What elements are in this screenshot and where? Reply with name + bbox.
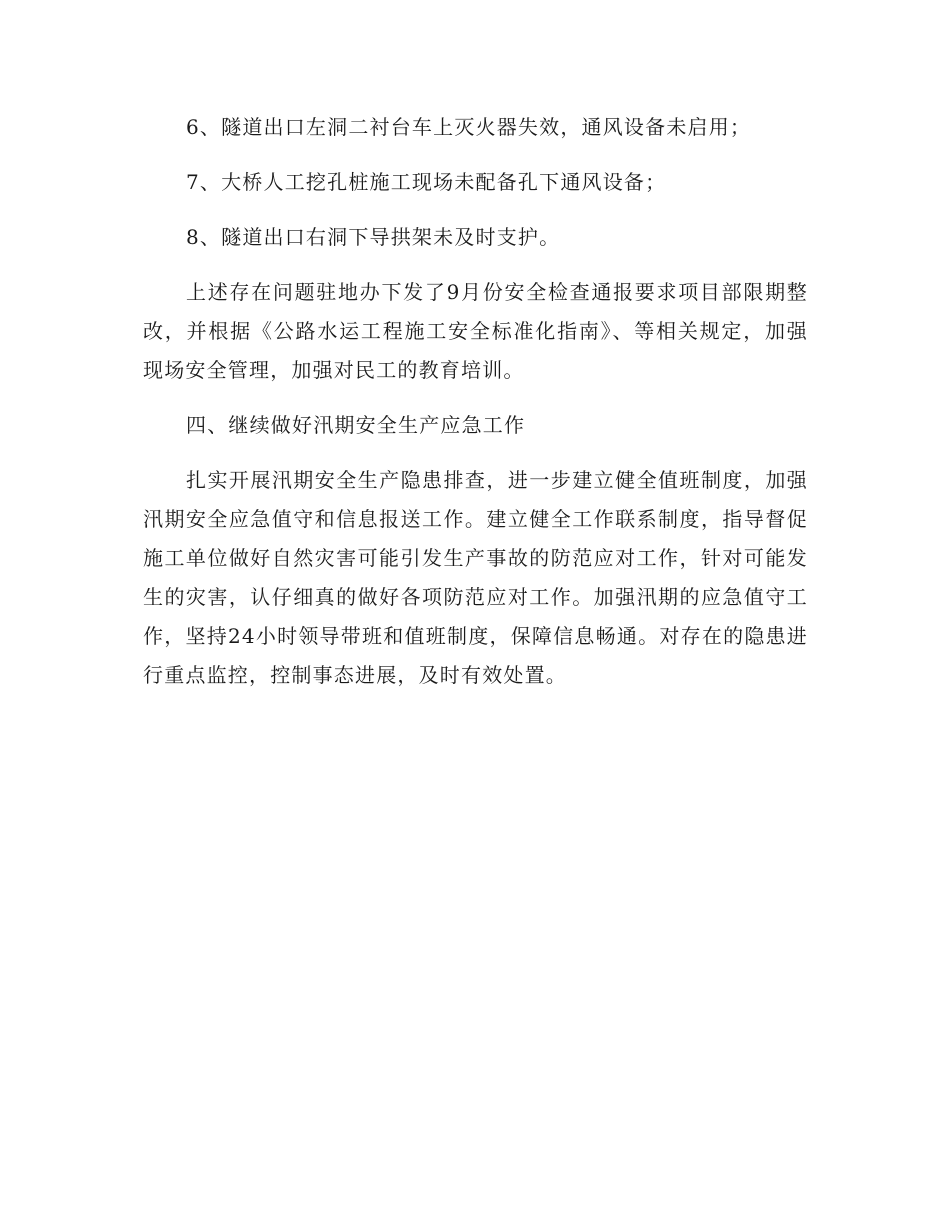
list-item-8: 8、隧道出口右洞下导拱架未及时支护。 xyxy=(186,225,561,249)
document-body xyxy=(143,108,808,711)
list-item-6: 6、隧道出口左洞二衬台车上灭火器失效，通风设备未启用； xyxy=(186,115,752,139)
section-heading-4: 四、继续做好汛期安全生产应急工作 xyxy=(186,413,526,437)
summary-paragraph: 上述存在问题驻地办下发了9月份安全检查通报要求项目部限期整改，并根据《公路水运工程施工安全标准化指南》、等相关规定，加强现场安全管理，加强对民工的教育培训。 xyxy=(143,280,808,382)
section-4-paragraph: 扎实开展汛期安全生产隐患排查，进一步建立健全值班制度，加强汛期安全应急值守和信息报送工作。建立健全工作联系制度，指导督促施工单位做好自然灾害可能引发生产事故的防范应对工作，针对可能发生的灾害，认仔细真的做好各项防范应对工作。加强汛期的应急值守工作，坚持24小时领导带班和值班制度，保障信息畅通。对存在的隐患进行重点监控，控制事态进展，及时有效处置。 xyxy=(143,468,808,687)
list-item-7: 7、大桥人工挖孔桩施工现场未配备孔下通风设备； xyxy=(186,170,667,194)
